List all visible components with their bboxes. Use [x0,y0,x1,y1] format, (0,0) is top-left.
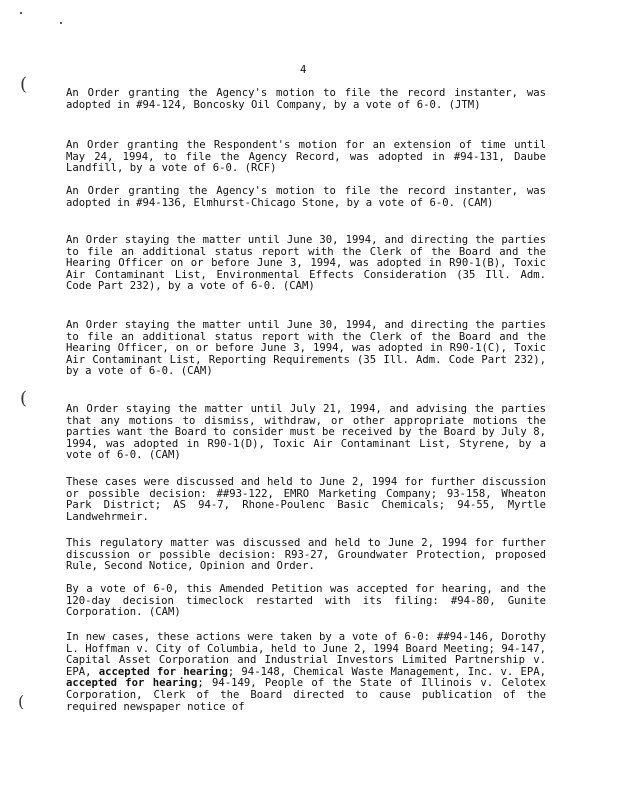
paragraph [66,320,546,378]
page-number: 4 [300,64,307,76]
paragraph-text: An Order granting the Respondent's motion for an extension of time until May 24, 1994, to file the Agency Record, was adopted in #94-131, Daube Landfill, by a vote of 6-0. (RCF) [66,139,546,175]
paragraph [66,404,546,462]
paragraph-text: ; 94-148, Chemical Waste Management, Inc. v. EPA, [227,665,547,678]
paragraph [66,88,546,111]
paragraph [66,584,546,619]
paragraph-text: An Order granting the Agency's motion to file the record instanter, was adopted in #94-124, Boncosky Oil Company, by a vote of 6-0. (JTM) [66,87,546,111]
paragraph [66,477,546,523]
paragraph-text: By a vote of 6-0, this Amended Petition was accepted for hearing, and the 120-day decision timeclock restarted with its filing: #94-80, Gunite Corporation. (CAM) [66,583,546,619]
paragraph-text: These cases were discussed and held to June 2, 1994 for further discussion or possible decision: ##93-122, EMRO Marketing Company; 93-158, Wheaton Park District; AS 94-7, Rhone-Poulenc Basic Chemicals; 94-55, Myrtle Landwehrmeir. [66,476,546,523]
scan-speck [20,12,22,14]
margin-mark: ( [20,388,28,409]
paragraph-text-bold: accepted for hearing [66,677,198,690]
paragraph [66,140,546,175]
paragraph-text: In new cases, these actions were taken by a vote of 6-0: ##94-146, Dorothy L. Hoffman v. City of Columbia, held to June 2, 1994 Board Meeting; 94-147, Capital Asset Corporation and Industrial Investors Limited Partnership v. EPA, [66,631,546,678]
paragraph [66,186,546,209]
paragraph-text: An Order staying the matter until June 30, 1994, and directing the parties to file an additional status report with the Clerk of the Board and the Hearing Officer, on or before June 3, 1994, was adopted in R90-1(C), Toxic Air Contaminant List, Reporting Requirements (35 Ill. Adm. Code Part 232), by a vote of 6-0. (CAM) [66,319,546,378]
paragraph-text: ; 94-149, People of the State of Illinois v. Celotex Corporation, Clerk of the Board directed to cause publication of the required newspaper notice of [66,677,547,713]
scan-speck [60,22,62,24]
paragraph-text: An Order granting the Agency's motion to file the record instanter, was adopted in #94-136, Elmhurst-Chicago Stone, by a vote of 6-0. (CAM) [66,185,546,209]
paragraph [66,632,546,713]
paragraph-text: An Order staying the matter until July 21, 1994, and advising the parties that any motions to dismiss, withdraw, or other appropriate motions the parties want the Board to consider must be received by the Board by July 8, 1994, was adopted in R90-1(D), Toxic Air Contaminant List, Styrene, by a vote of 6-0. (CAM) [66,403,546,462]
margin-mark: ( [18,692,25,711]
paragraph [66,538,546,573]
paragraph-text-bold: accepted for hearing [98,665,228,678]
paragraph-text: This regulatory matter was discussed and held to June 2, 1994 for further discussion or possible decision: R93-27, Groundwater Protection, proposed Rule, Second Notice, Opinion and Order. [66,537,546,573]
paragraph [66,235,546,293]
margin-mark: ( [20,74,28,95]
paragraph-text: An Order staying the matter until June 30, 1994, and directing the parties to file an additional status report with the Clerk of the Board and the Hearing Officer on or before June 3, 1994, was adopted in R90-1(B), Toxic Air Contaminant List, Environmental Effects Consideration (35 Ill. Adm. Code Part 232), by a vote of 6-0. (CAM) [66,234,546,293]
